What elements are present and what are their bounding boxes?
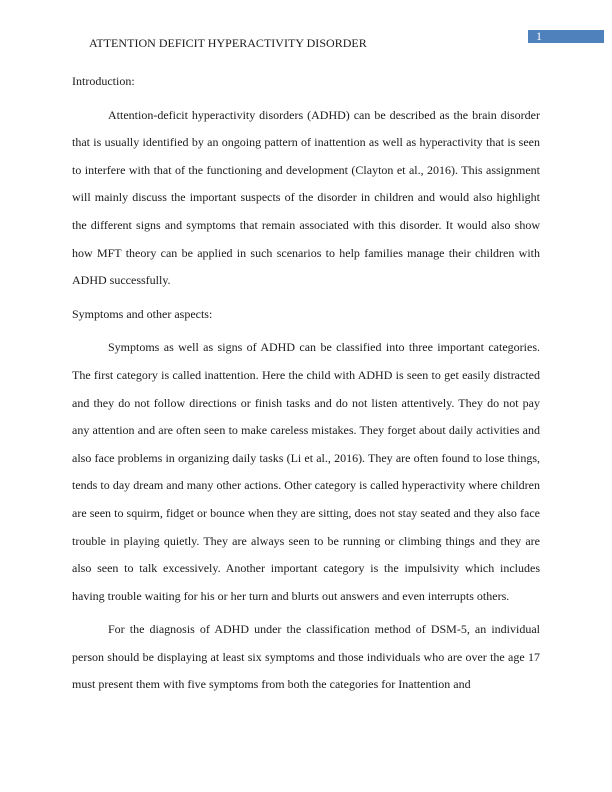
page-number-badge <box>528 30 604 43</box>
page-number: 1 <box>536 29 542 43</box>
document-body <box>72 68 540 705</box>
paragraph-symptoms: Symptoms as well as signs of ADHD can be classified into three important categories. The first category is called inattention. Here the child with ADHD is seen to get easily distracted and they do not follow directions or finish tasks and do not listen attentively. They do not pay any attention and are often seen to make careless mistakes. They forget about daily activities and also face problems in organizing daily tasks (Li et al., 2016). They are often found to lose things, tends to day dream and many other actions. Other category is called hyperactivity where children are seen to squirm, fidget or bounce when they are sitting, does not stay seated and they also face trouble in playing quietly. They are always seen to be running or climbing things and they are also seen to talk excessively. Another important category is the impulsivity which includes having trouble waiting for his or her turn and blurts out answers and even interrupts others. <box>72 340 540 603</box>
section-heading-symptoms: Symptoms and other aspects: <box>72 306 213 321</box>
section-heading-introduction: Introduction: <box>72 74 135 88</box>
paragraph-introduction: Attention-deficit hyperactivity disorders (ADHD) can be described as the brain disorder that is usually identified by an ongoing pattern of inattention as well as hyperactivity that is seen to interfere with that of the functioning and development (Clayton et al., 2016). This assignment will mainly discuss the important suspects of the disorder in children and would also highlight the different signs and symptoms that remain associated with this disorder. It would also show how MFT theory can be applied in such scenarios to help families manage their children with ADHD successfully. <box>72 107 540 288</box>
paragraph-diagnosis: For the diagnosis of ADHD under the classification method of DSM-5, an individual person should be displaying at least six symptoms and those individuals who are over the age 17 must present them with five symptoms from both the categories for Inattention and <box>72 622 540 692</box>
running-head: ATTENTION DEFICIT HYPERACTIVITY DISORDER <box>89 36 367 50</box>
